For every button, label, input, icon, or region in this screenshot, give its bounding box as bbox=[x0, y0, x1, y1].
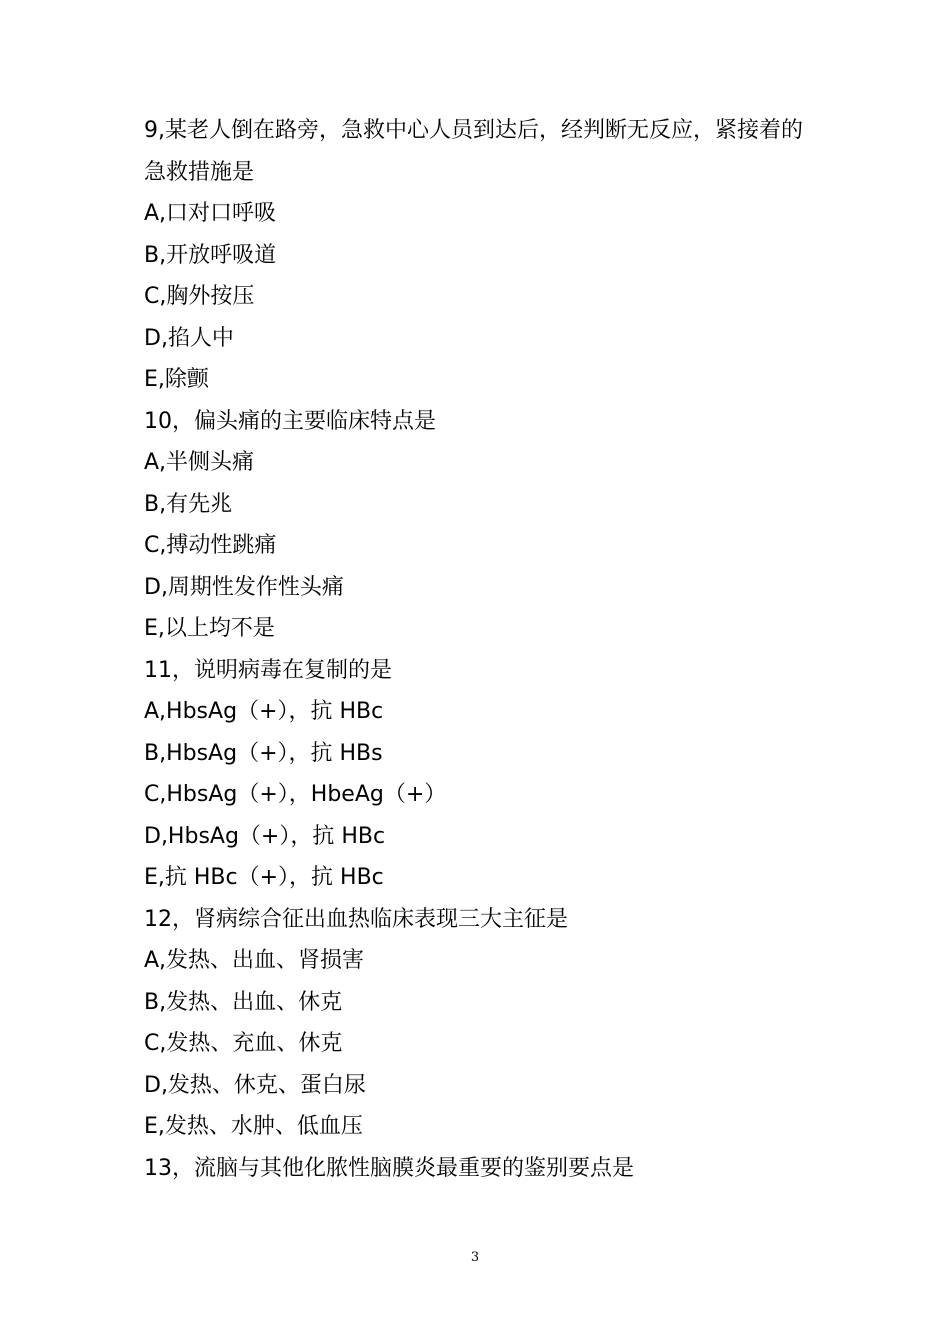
option-a: A,发热、出血、肾损害 bbox=[144, 948, 365, 973]
question-title: 11，说明病毒在复制的是 bbox=[144, 657, 392, 683]
option-e: E,除颤 bbox=[144, 367, 209, 392]
option-b: B,HbsAg（+），抗 HBs bbox=[144, 740, 383, 766]
option-b: B,发热、出血、休克 bbox=[144, 989, 343, 1015]
option-c: C,搏动性跳痛 bbox=[144, 533, 277, 558]
question-10 bbox=[144, 401, 814, 650]
option-c: C,胸外按压 bbox=[144, 284, 255, 309]
option-c: C,发热、充血、休克 bbox=[144, 1031, 343, 1056]
question-title: 9,某老人倒在路旁，急救中心人员到达后，经判断无反应，紧接着的急救措施是 bbox=[144, 118, 803, 185]
option-b: B,有先兆 bbox=[144, 491, 233, 517]
question-title: 10，偏头痛的主要临床特点是 bbox=[144, 408, 436, 434]
question-13 bbox=[144, 1148, 814, 1190]
question-11 bbox=[144, 650, 814, 899]
option-d: D,发热、休克、蛋白尿 bbox=[144, 1072, 366, 1098]
option-e: E,以上均不是 bbox=[144, 616, 275, 641]
question-12 bbox=[144, 899, 814, 1148]
option-e: E,发热、水肿、低血压 bbox=[144, 1114, 363, 1139]
option-d: D,HbsAg（+），抗 HBc bbox=[144, 823, 386, 849]
option-d: D,掐人中 bbox=[144, 325, 234, 351]
option-c: C,HbsAg（+），HbeAg（+） bbox=[144, 782, 447, 807]
option-d: D,周期性发作性头痛 bbox=[144, 574, 344, 600]
option-b: B,开放呼吸道 bbox=[144, 242, 277, 268]
option-a: A,HbsAg（+），抗 HBc bbox=[144, 699, 384, 724]
option-e: E,抗 HBc（+），抗 HBc bbox=[144, 865, 384, 890]
question-title: 12，肾病综合征出血热临床表现三大主征是 bbox=[144, 906, 568, 932]
question-title: 13，流脑与其他化脓性脑膜炎最重要的鉴别要点是 bbox=[144, 1155, 634, 1181]
option-a: A,半侧头痛 bbox=[144, 450, 255, 475]
page-number: 3 bbox=[470, 1250, 480, 1265]
question-list bbox=[144, 110, 814, 1189]
option-a: A,口对口呼吸 bbox=[144, 201, 277, 226]
question-9 bbox=[144, 110, 814, 401]
